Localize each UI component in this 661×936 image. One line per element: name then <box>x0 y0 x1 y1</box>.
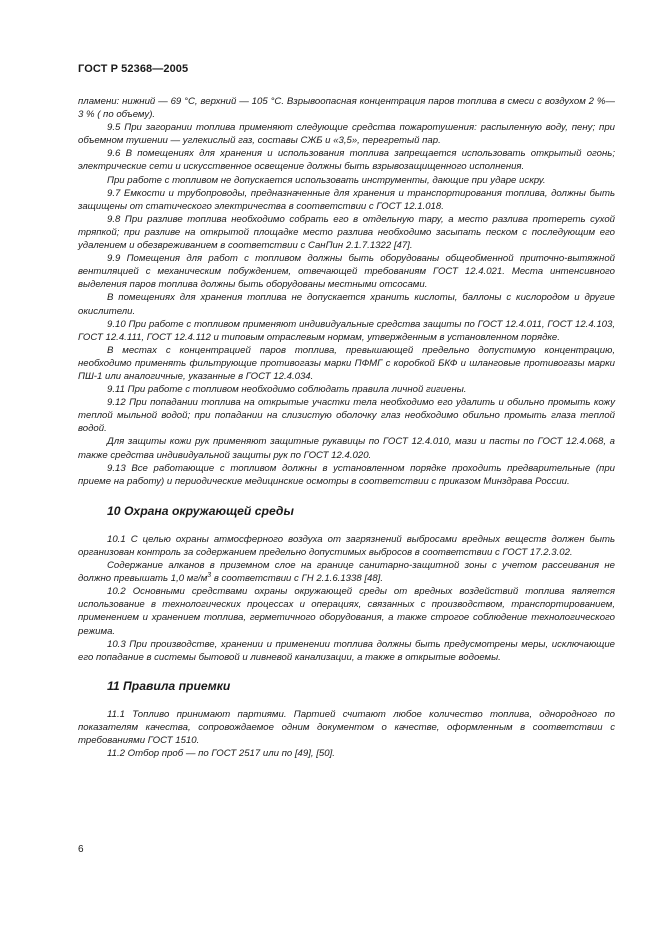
paragraph: 9.8 При разливе топлива необходимо собрать его в отдельную тару, а место разлива протереть сухой тряпкой; при разливе на открытой площадке место разлива необходимо засыпать песком с последующим его удалением и обезвреживанием в соответствии с СанПин 2.1.7.1322 [47]. <box>78 213 615 252</box>
section-heading-11: 11 Правила приемки <box>107 678 231 693</box>
document-code: ГОСТ Р 52368—2005 <box>78 63 189 75</box>
paragraph: 11.2 Отбор проб — по ГОСТ 2517 или по [49], [50]. <box>107 748 335 760</box>
paragraph: 9.7 Емкости и трубопроводы, предназначенные для хранения и транспортирования топлива, должны быть защищены от статического электричества в соответствии с ГОСТ 12.1.018. <box>78 187 615 212</box>
paragraph: 10.1 С целью охраны атмосферного воздуха от загрязнений выбросами вредных веществ должен быть организован контроль за содержанием предельно допустимых выбросов в соответствии с ГОСТ 17.2.3.02. <box>78 533 615 558</box>
paragraph: В местах с концентрацией паров топлива, превышающей предельно допустимую концентрацию, необходимо применять фильтрующие противогазы марки ПФМГ с коробкой БКФ и шланговые противогазы марки ПШ-1 или аналогичные, указанные в ГОСТ 12.4.034. <box>78 344 615 382</box>
paragraph: 10.2 Основными средствами охраны окружающей среды от вредных воздействий топлива является использование в технологических процессах и операциях, связанных с производством, транспортированием, применением и хранением топлива, герметичного оборудования, а также строгое соблюдение технологического режима. <box>78 586 615 637</box>
paragraph: Для защиты кожи рук применяют защитные рукавицы по ГОСТ 12.4.010, мази и пасты по ГОСТ 12.4.068, а также средства индивидуальной защиты рук по ГОСТ 12.4.020. <box>78 436 615 461</box>
paragraph: 11.1 Топливо принимают партиями. Партией считают любое количество топлива, однородного по показателям качества, сопровождаемое одним документом о качестве, оформленным в соответствии с требованиями ГОСТ 1510. <box>78 708 615 747</box>
text-span: в соответствии с ГН 2.1.6.1338 [48]. <box>211 573 383 585</box>
paragraph: 9.9 Помещения для работ с топливом должны быть оборудованы общеобменной приточно-вытяжной вентиляцией с механическим побуждением, отвечающей требованиям ГОСТ 12.4.021. Места интенсивного выделения паров топлива должны быть оборудованы местными отсосами. <box>78 253 615 291</box>
paragraph: 9.11 При работе с топливом необходимо соблюдать правила личной гигиены. <box>107 384 467 396</box>
paragraph: При работе с топливом не допускается использовать инструменты, дающие при ударе искру. <box>107 174 546 186</box>
paragraph: пламени: нижний — 69 °С, верхний — 105 °С. Взрывоопасная концентрация паров топлива в смеси с воздухом 2 %—3 % ( по объему). <box>78 96 615 121</box>
paragraph: 9.13 Все работающие с топливом должны в установленном порядке проходить предварительные (при приеме на работу) и периодические медицинские осмотры в соответствии с приказом Минздрава России. <box>78 462 615 487</box>
superscript: 3 <box>207 572 212 579</box>
paragraph: 10.3 При производстве, хранении и применении топлива должны быть предусмотрены меры, исключающие его попадание в системы бытовой и ливневой канализации, а также в открытые водоемы. <box>78 638 615 663</box>
paragraph <box>78 559 615 585</box>
paragraph: 9.10 При работе с топливом применяют индивидуальные средства защиты по ГОСТ 12.4.011, ГОСТ 12.4.103, ГОСТ 12.4.111, ГОСТ 12.4.112 и типовым отраслевым нормам, утвержденным в установленном порядке. <box>78 318 615 343</box>
section-heading-10: 10 Охрана окружающей среды <box>107 503 294 518</box>
paragraph: 9.6 В помещениях для хранения и использования топлива запрещается использовать открытый огонь; электрические сети и искусственное освещение должны быть взрывозащищенного исполнения. <box>78 148 615 173</box>
page-number: 6 <box>78 844 84 855</box>
paragraph: В помещениях для хранения топлива не допускается хранить кислоты, баллоны с кислородом и другие окислители. <box>78 292 615 317</box>
text-span: Содержание алканов в приземном слое на границе санитарно-защитной зоны с учетом рассеивания не должно превышать 1,0 мг/м <box>78 560 615 585</box>
document-body <box>78 95 615 760</box>
paragraph: 9.5 При загорании топлива применяют следующие средства пожаротушения: распыленную воду, пену; при объемном тушении — углекислый газ, составы СЖБ и «3,5», перегретый пар. <box>78 122 615 147</box>
paragraph: 9.12 При попадании топлива на открытые участки тела необходимо его удалить и обильно промыть кожу теплой мыльной водой; при попадании на слизистую оболочку глаз необходимо обильно промыть глаза теплой водой. <box>78 397 615 435</box>
